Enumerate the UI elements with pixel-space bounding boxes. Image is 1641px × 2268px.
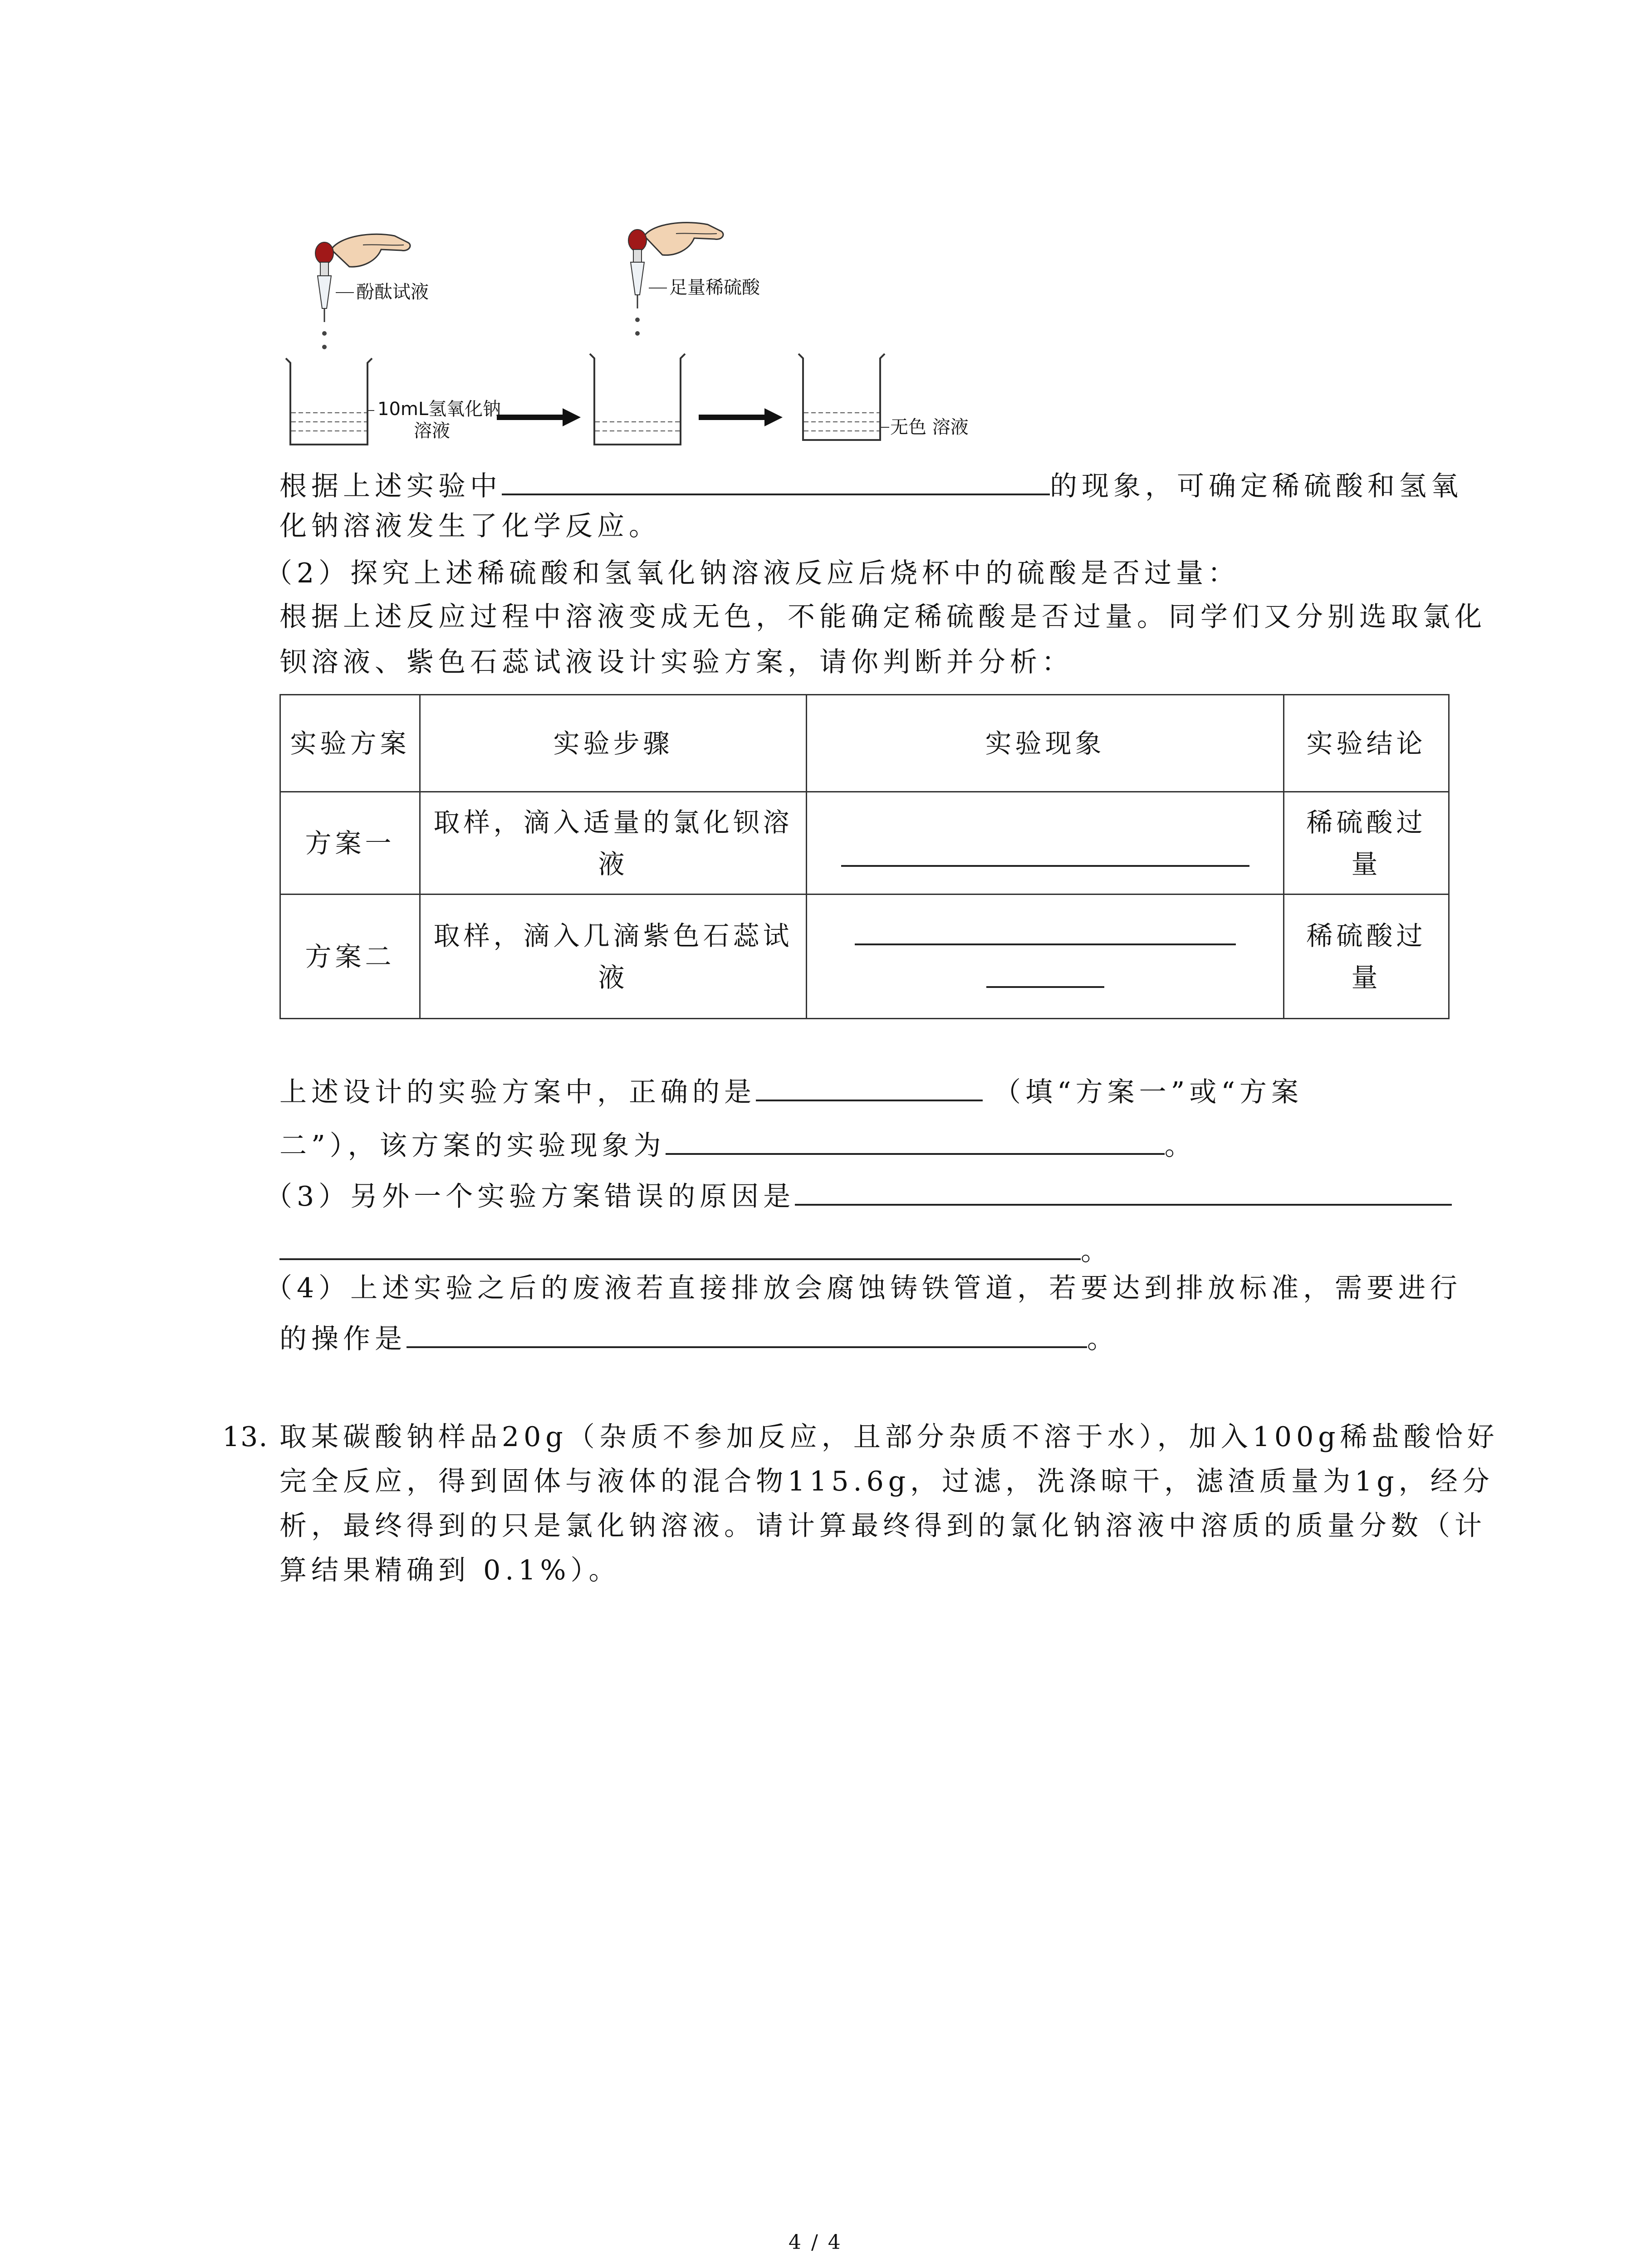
q13-line-4 (279, 1554, 621, 1586)
after-table-end: 。 (1164, 1130, 1196, 1162)
label-naoh-solution-2: 溶液 (414, 420, 450, 441)
label-phenolphthalein: 酚酞试液 (356, 282, 429, 303)
q2-intro-text-2: 钡溶液、紫色石蕊试液设计实验方案，请你判断并分析： (279, 646, 1073, 678)
q13-number-text: 13. (222, 1421, 269, 1453)
plan-name: 方案一 (280, 792, 420, 894)
q13-text-2: 完全反应，得到固体与液体的混合物115.6g，过滤，洗涤晾干，滤渣质量为1g，经分 (279, 1466, 1494, 1497)
header-step: 实验步骤 (420, 695, 807, 792)
q1-text-b: 的现象，可确定稀硫酸和氢氧 (1050, 470, 1463, 502)
q13-line-2 (279, 1468, 1494, 1495)
q1-answer-blank[interactable] (502, 468, 1050, 495)
q3-line-1 (265, 1178, 1452, 1210)
result-answer-blank[interactable] (841, 847, 1249, 867)
header-result: 实验现象 (807, 695, 1284, 792)
q4-text: （4）上述实验之后的废液若直接排放会腐蚀铸铁管道，若要达到排放标准，需要进行 (265, 1272, 1462, 1304)
header-conclusion: 实验结论 (1284, 695, 1449, 792)
beaker-icon-3 (798, 354, 889, 440)
header-plan: 实验方案 (280, 695, 420, 792)
result-answer-blank[interactable] (855, 925, 1236, 945)
beaker-icon-1 (286, 358, 374, 445)
plan-step: 取样，滴入几滴紫色石蕊试液 (420, 894, 807, 1019)
q13-text-3: 析，最终得到的只是氯化钠溶液。请计算最终得到的氯化钠溶液中溶质的质量分数（计 (279, 1510, 1486, 1542)
q4-answer-blank[interactable] (407, 1321, 1087, 1348)
q3-answer-blank[interactable] (795, 1178, 1452, 1206)
q1-text-a: 根据上述实验中 (279, 470, 502, 502)
q2-heading (265, 557, 1240, 589)
experiment-figure (272, 218, 998, 463)
result-cell (807, 894, 1284, 1019)
beaker-icon-2 (590, 354, 685, 445)
arrow-right-icon-1 (497, 408, 581, 426)
result-cell (807, 792, 1284, 894)
phenomenon-blank[interactable] (666, 1128, 1165, 1155)
experiment-plan-table (279, 694, 1450, 1019)
q2-intro-text-1: 根据上述反应过程中溶液变成无色，不能确定稀硫酸是否过量。同学们又分别选取氯化 (279, 601, 1486, 633)
page-number: 4 / 4 (789, 2231, 843, 2254)
q13-text-4: 算结果精确到 0.1%）。 (279, 1554, 621, 1586)
q3-line-2 (279, 1233, 1112, 1265)
q1-line-1 (279, 468, 1463, 500)
result-answer-blank-continued[interactable] (986, 968, 1104, 988)
q13-line-3 (279, 1512, 1486, 1540)
table-row (280, 894, 1449, 1019)
q4-line-1 (265, 1272, 1462, 1304)
q13-text-1: 取某碳酸钠样品20g（杂质不参加反应，且部分杂质不溶于水），加入100g稀盐酸恰好 (279, 1421, 1499, 1453)
plan-conclusion: 稀硫酸过量 (1284, 894, 1449, 1019)
q4-end: 。 (1087, 1323, 1119, 1355)
q1-line-2 (279, 510, 661, 542)
after-table-line-1 (279, 1074, 1303, 1106)
q13-line-1 (279, 1423, 1499, 1451)
arrow-right-icon-2 (699, 408, 783, 426)
plan-name: 方案二 (280, 894, 420, 1019)
q3-end: 。 (1081, 1235, 1112, 1267)
table-header-row (280, 695, 1449, 792)
q2-intro-line-1 (279, 603, 1486, 631)
q3-answer-blank-continued[interactable] (279, 1233, 1081, 1260)
correct-plan-blank[interactable] (756, 1074, 983, 1101)
q2-intro-line-2 (279, 646, 1073, 678)
q4-line-2 (279, 1321, 1119, 1353)
after-table-line-2 (279, 1128, 1196, 1162)
table-row (280, 792, 1449, 894)
experiment-diagram (272, 218, 998, 463)
q13-number (222, 1423, 268, 1451)
q4-text-b: 的操作是 (279, 1323, 407, 1355)
after-table-text-a: 上述设计的实验方案中，正确的是 (279, 1076, 756, 1108)
q3-text: （3）另外一个实验方案错误的原因是 (265, 1181, 795, 1212)
label-naoh-solution-1: 10mL氢氧化钠 (377, 399, 501, 420)
after-table-text-c: 二”），该方案的实验现象为 (279, 1130, 666, 1162)
label-dilute-sulfuric-acid: 足量稀硫酸 (669, 277, 760, 298)
label-colorless-solution: 无色 溶液 (890, 417, 969, 438)
plan-step: 取样，滴入适量的氯化钡溶液 (420, 792, 807, 894)
q2-heading-text: （2）探究上述稀硫酸和氢氧化钠溶液反应后烧杯中的硫酸是否过量： (265, 557, 1240, 589)
plan-conclusion: 稀硫酸过量 (1284, 792, 1449, 894)
q1-text-c: 化钠溶液发生了化学反应。 (279, 510, 661, 542)
after-table-text-b: （填“方案一”或“方案 (994, 1076, 1303, 1108)
